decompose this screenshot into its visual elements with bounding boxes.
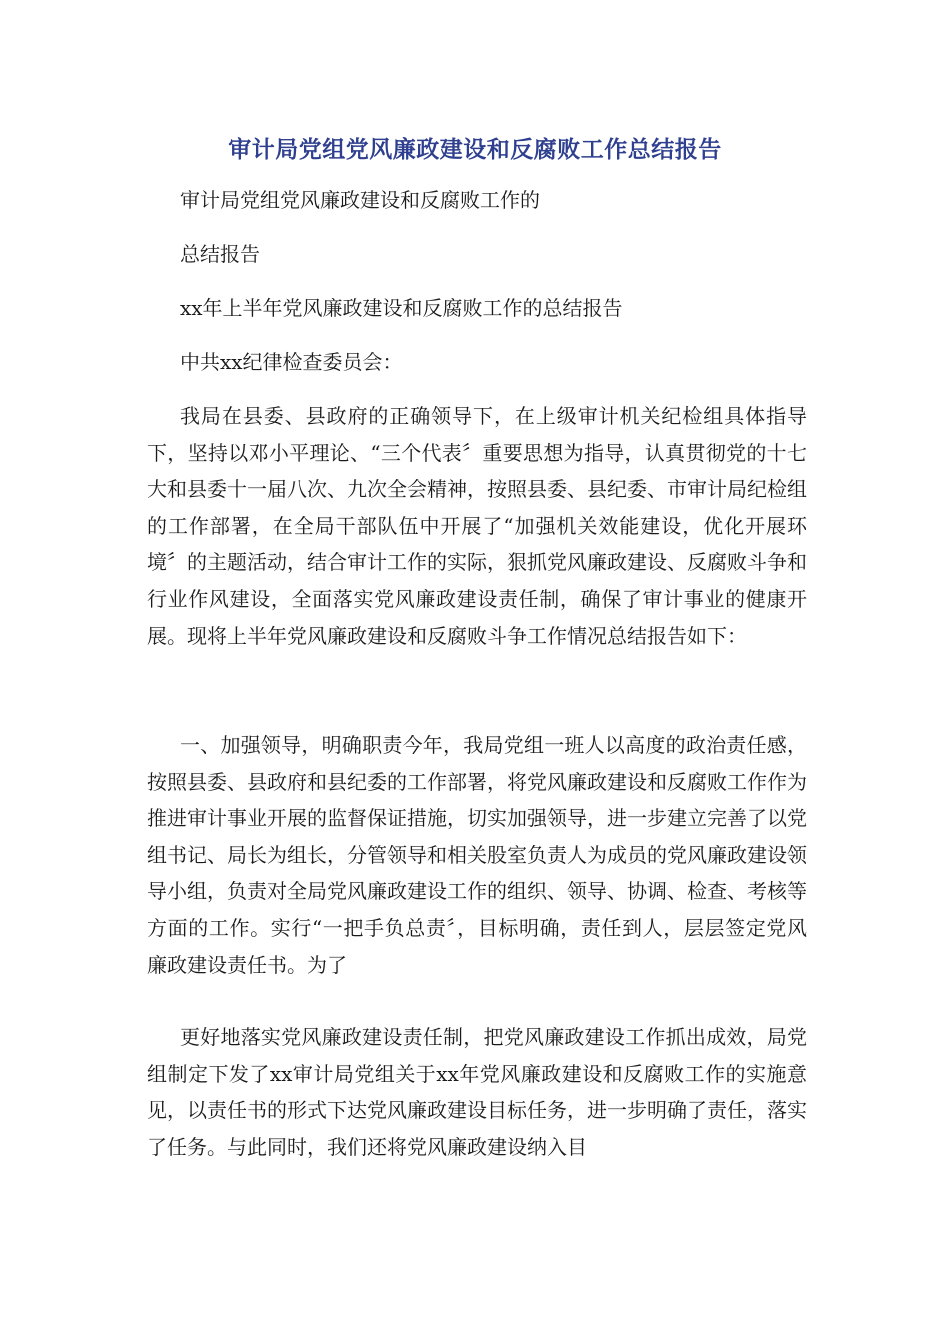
salutation: 中共xx纪律检查委员会： xyxy=(180,350,403,374)
report-heading: xx年上半年党风廉政建设和反腐败工作的总结报告 xyxy=(180,296,623,320)
document-title: 审计局党组党风廉政建设和反腐败工作总结报告 xyxy=(228,137,722,163)
paragraph-text: 更好地落实党风廉政建设责任制，把党风廉政建设工作抓出成效，局党组制定下发了xx审计局党组关于xx年党风廉政建设和反腐败工作的实施意见，以责任书的形式下达党风廉政建设目标任务，进一步明确了责任，落实了任务。与此同时，我们还将党风廉政建设纳入目 xyxy=(147,1025,807,1159)
paragraph-text: 我局在县委、县政府的正确领导下，在上级审计机关纪检组具体指导下，坚持以邓小平理论、“三个代表〞重要思想为指导，认真贯彻党的十七大和县委十一届八次、九次全会精神，按照县委、县纪委、市审计局纪检组的工作部署，在全局干部队伍中开展了“加强机关效能建设，优化开展环境〞的主题活动，结合审计工作的实际，狠抓党风廉政建设、反腐败斗争和行业作风建设，全面落实党风廉政建设责任制，确保了审计事业的健康开展。现将上半年党风廉政建设和反腐败斗争工作情况总结报告如下： xyxy=(147,404,807,648)
paragraph-responsibility xyxy=(147,1019,807,1165)
subtitle-line-2: 总结报告 xyxy=(180,242,260,266)
subtitle-line-1: 审计局党组党风廉政建设和反腐败工作的 xyxy=(180,188,540,212)
paragraph-intro xyxy=(147,398,807,654)
paragraph-leadership xyxy=(147,727,807,983)
paragraph-text: 一、加强领导，明确职责今年，我局党组一班人以高度的政治责任感，按照县委、县政府和县纪委的工作部署，将党风廉政建设和反腐败工作作为推进审计事业开展的监督保证措施，切实加强领导，进一步建立完善了以党组书记、局长为组长，分管领导和相关股室负责人为成员的党风廉政建设领导小组，负责对全局党风廉政建设工作的组织、领导、协调、检查、考核等方面的工作。实行“一把手负总责〞，目标明确，责任到人，层层签定党风廉政建设责任书。为了 xyxy=(147,733,807,977)
